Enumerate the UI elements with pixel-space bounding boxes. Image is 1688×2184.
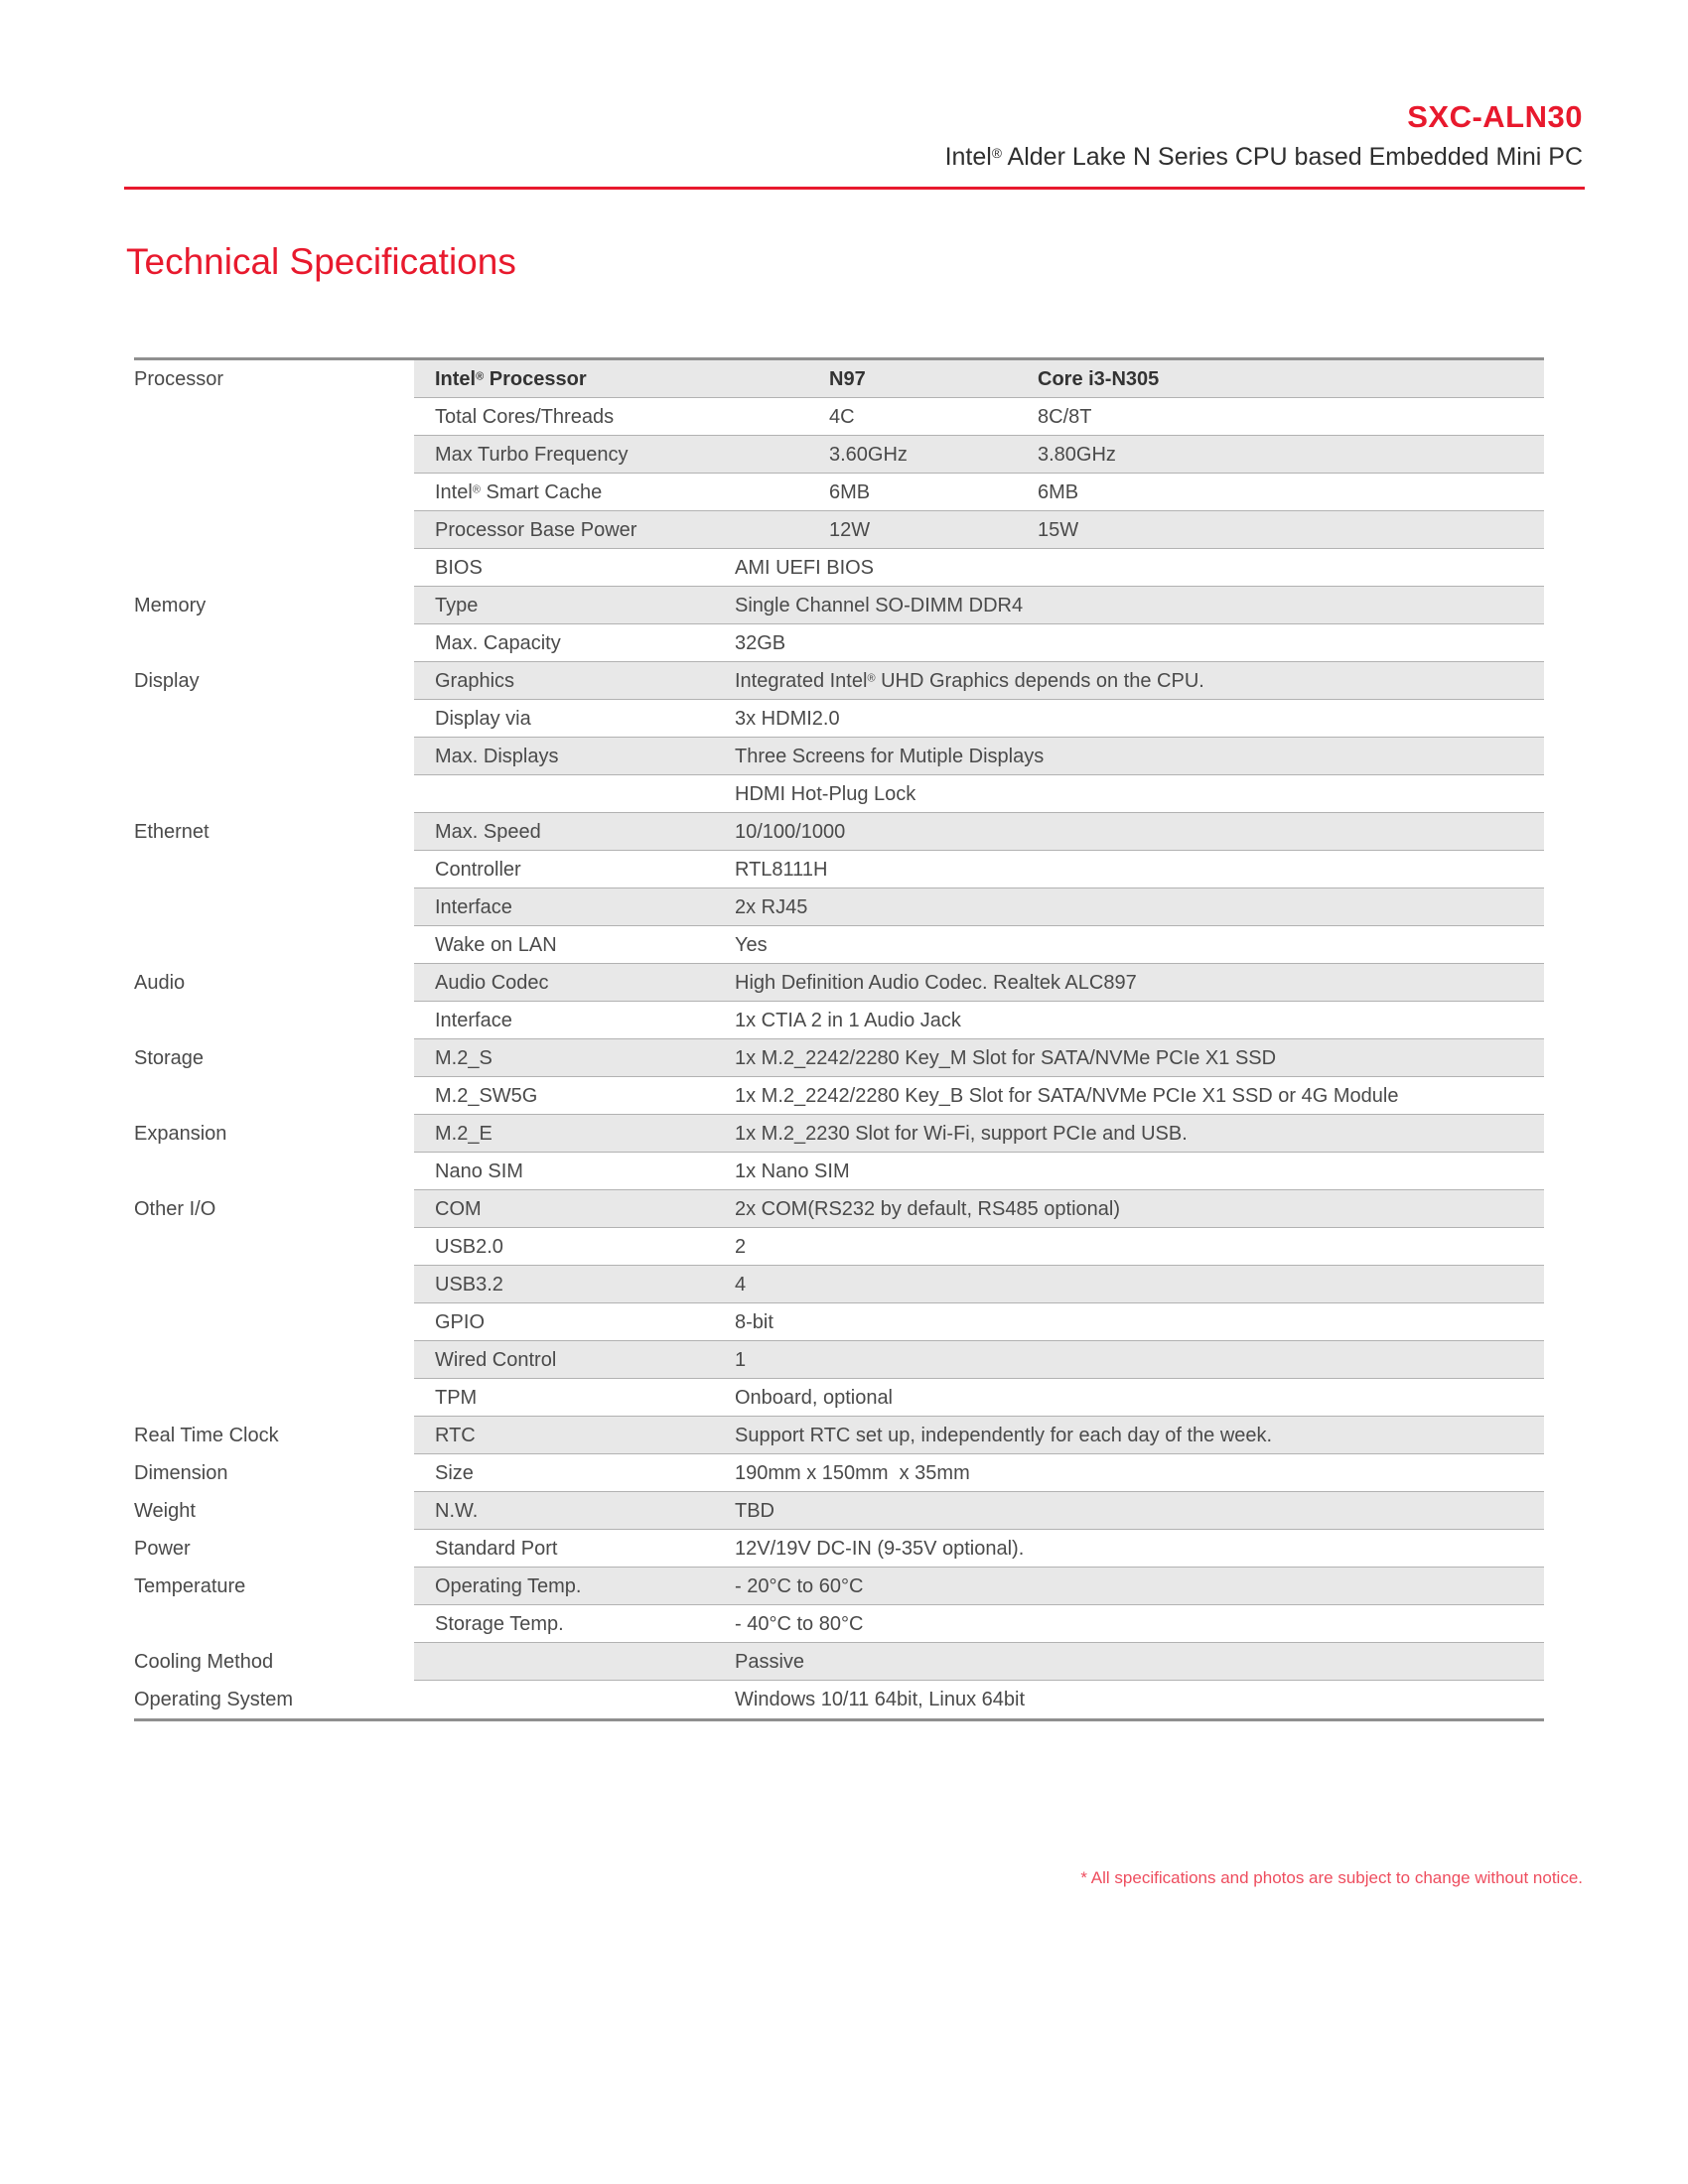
spec-name: Max. Capacity (435, 632, 561, 654)
row-category: Ethernet (134, 821, 210, 843)
row-category: Operating System (134, 1689, 294, 1710)
row-category: Temperature (134, 1575, 246, 1597)
spec-value: 32GB (735, 632, 786, 654)
spec-value: Three Screens for Mutiple Displays (735, 746, 1045, 767)
spec-name: Graphics (435, 670, 515, 692)
spec-value: - 20°C to 60°C (735, 1575, 864, 1597)
spec-value: Integrated Intel® UHD Graphics depends on the CPU. (735, 670, 1204, 692)
row-category: Power (134, 1538, 191, 1560)
spec-value-i3n305: 6MB (1038, 481, 1079, 503)
spec-value-i3n305: Core i3-N305 (1038, 368, 1160, 390)
page-title: Technical Specifications (126, 241, 516, 282)
row-category: Real Time Clock (134, 1425, 279, 1446)
spec-row (134, 360, 1544, 398)
row-shade-band (414, 888, 1544, 926)
spec-name: USB3.2 (435, 1274, 503, 1296)
registered-mark: ® (472, 483, 481, 496)
spec-value: TBD (735, 1500, 774, 1522)
spec-row (134, 398, 1544, 436)
spec-value: Onboard, optional (735, 1387, 894, 1409)
spec-row (134, 474, 1544, 511)
row-shade-band (414, 1266, 1544, 1303)
spec-row (134, 1530, 1544, 1568)
spec-row (134, 1454, 1544, 1492)
spec-row (134, 1077, 1544, 1115)
spec-row (134, 549, 1544, 587)
spec-name: Standard Port (435, 1538, 558, 1560)
spec-row (134, 1303, 1544, 1341)
spec-name: Audio Codec (435, 972, 549, 994)
spec-row (134, 775, 1544, 813)
row-shade-band (414, 700, 1544, 738)
row-category: Other I/O (134, 1198, 216, 1220)
spec-value-n97: 4C (829, 406, 855, 428)
registered-mark: ® (991, 146, 1002, 162)
spec-value: Yes (735, 934, 768, 956)
spec-name: Nano SIM (435, 1160, 523, 1182)
spec-table (134, 357, 1544, 1721)
row-category: Audio (134, 972, 186, 994)
spec-row (134, 851, 1544, 888)
spec-row (134, 1681, 1544, 1718)
row-shade-band (414, 1153, 1544, 1190)
spec-name: Wake on LAN (435, 934, 557, 956)
spec-value-n97: N97 (829, 368, 866, 390)
spec-name: BIOS (435, 557, 483, 579)
spec-value: Passive (735, 1651, 805, 1673)
spec-value: Support RTC set up, independently for each day of the week. (735, 1425, 1273, 1446)
spec-value: 190mm x 150mm x 35mm (735, 1462, 970, 1484)
row-shade-band (414, 926, 1544, 964)
spec-row (134, 511, 1544, 549)
spec-row (134, 926, 1544, 964)
row-shade-band (414, 1605, 1544, 1643)
row-category: Processor (134, 368, 224, 390)
spec-value: Windows 10/11 64bit, Linux 64bit (735, 1689, 1026, 1710)
spec-row (134, 888, 1544, 926)
spec-name: TPM (435, 1387, 478, 1409)
row-shade-band (414, 1492, 1544, 1530)
spec-value: 1 (735, 1349, 747, 1371)
spec-name: Interface (435, 1010, 512, 1031)
row-shade-band (414, 1228, 1544, 1266)
product-model: SXC-ALN30 (1407, 99, 1583, 134)
row-shade-band (414, 1568, 1544, 1605)
header-divider (124, 187, 1585, 190)
spec-row (134, 1039, 1544, 1077)
spec-name: Processor Base Power (435, 519, 637, 541)
spec-value: 8-bit (735, 1311, 774, 1333)
spec-row (134, 662, 1544, 700)
spec-name: M.2_E (435, 1123, 492, 1145)
spec-value: - 40°C to 80°C (735, 1613, 864, 1635)
spec-row (134, 624, 1544, 662)
spec-value: High Definition Audio Codec. Realtek ALC897 (735, 972, 1137, 994)
spec-row (134, 1643, 1544, 1681)
spec-value: 1x CTIA 2 in 1 Audio Jack (735, 1010, 961, 1031)
registered-mark: ® (476, 370, 485, 383)
spec-row (134, 1605, 1544, 1643)
row-category: Dimension (134, 1462, 228, 1484)
spec-value: RTL8111H (735, 859, 828, 881)
spec-row (134, 587, 1544, 624)
row-shade-band (414, 813, 1544, 851)
spec-table-body (134, 360, 1544, 1718)
spec-value-i3n305: 15W (1038, 519, 1079, 541)
spec-name: Interface (435, 896, 512, 918)
spec-name: USB2.0 (435, 1236, 503, 1258)
spec-value: 1x M.2_2242/2280 Key_B Slot for SATA/NVMe PCIe X1 SSD or 4G Module (735, 1085, 1399, 1107)
row-shade-band (414, 1002, 1544, 1039)
spec-name: Max. Displays (435, 746, 559, 767)
spec-row (134, 1153, 1544, 1190)
spec-name: Total Cores/Threads (435, 406, 615, 428)
spec-name: Display via (435, 708, 531, 730)
spec-name: Operating Temp. (435, 1575, 582, 1597)
spec-row (134, 964, 1544, 1002)
spec-name: GPIO (435, 1311, 486, 1333)
spec-value-n97: 6MB (829, 481, 871, 503)
spec-value: 2x COM(RS232 by default, RS485 optional) (735, 1198, 1120, 1220)
spec-value-n97: 3.60GHz (829, 444, 908, 466)
spec-value: 2x RJ45 (735, 896, 808, 918)
spec-row (134, 1417, 1544, 1454)
row-shade-band (414, 851, 1544, 888)
spec-value-i3n305: 3.80GHz (1038, 444, 1116, 466)
row-shade-band (414, 1303, 1544, 1341)
spec-value: Single Channel SO-DIMM DDR4 (735, 595, 1024, 616)
spec-row (134, 1002, 1544, 1039)
spec-name: COM (435, 1198, 482, 1220)
spec-value-n97: 12W (829, 519, 871, 541)
spec-row (134, 1379, 1544, 1417)
row-category: Memory (134, 595, 207, 616)
spec-name: Max Turbo Frequency (435, 444, 629, 466)
spec-row (134, 1266, 1544, 1303)
spec-name: N.W. (435, 1500, 479, 1522)
spec-value: 1x M.2_2242/2280 Key_M Slot for SATA/NVMe PCIe X1 SSD (735, 1047, 1277, 1069)
row-shade-band (414, 624, 1544, 662)
spec-row (134, 738, 1544, 775)
spec-row (134, 1568, 1544, 1605)
spec-name: Intel® Processor (435, 368, 587, 390)
spec-value: 12V/19V DC-IN (9-35V optional). (735, 1538, 1025, 1560)
product-subtitle: Intel® Alder Lake N Series CPU based Embedded Mini PC (944, 143, 1583, 171)
spec-name: M.2_S (435, 1047, 492, 1069)
spec-row (134, 700, 1544, 738)
row-shade-band (414, 1379, 1544, 1417)
spec-name: Type (435, 595, 479, 616)
spec-row (134, 1341, 1544, 1379)
spec-row (134, 436, 1544, 474)
spec-value-i3n305: 8C/8T (1038, 406, 1092, 428)
spec-name: RTC (435, 1425, 476, 1446)
spec-row (134, 1492, 1544, 1530)
spec-row (134, 1115, 1544, 1153)
spec-value: 4 (735, 1274, 747, 1296)
row-shade-band (414, 549, 1544, 587)
spec-name: Storage Temp. (435, 1613, 564, 1635)
row-shade-band (414, 1454, 1544, 1492)
row-category: Storage (134, 1047, 205, 1069)
row-shade-band (414, 1643, 1544, 1681)
row-shade-band (414, 1341, 1544, 1379)
spec-value: 2 (735, 1236, 747, 1258)
row-category: Weight (134, 1500, 196, 1522)
spec-name: Size (435, 1462, 474, 1484)
spec-row (134, 1228, 1544, 1266)
spec-value: 10/100/1000 (735, 821, 846, 843)
row-category: Display (134, 670, 200, 692)
spec-value: 3x HDMI2.0 (735, 708, 840, 730)
spec-name: Controller (435, 859, 521, 881)
spec-name: Intel® Smart Cache (435, 481, 603, 503)
footnote: * All specifications and photos are subject to change without notice. (1080, 1868, 1583, 1887)
spec-value: AMI UEFI BIOS (735, 557, 875, 579)
spec-name: M.2_SW5G (435, 1085, 538, 1107)
spec-value: 1x Nano SIM (735, 1160, 850, 1182)
row-category: Expansion (134, 1123, 227, 1145)
row-shade-band (414, 775, 1544, 813)
spec-value: HDMI Hot-Plug Lock (735, 783, 916, 805)
row-category: Cooling Method (134, 1651, 274, 1673)
registered-mark: ® (867, 672, 876, 685)
spec-value: 1x M.2_2230 Slot for Wi-Fi, support PCIe and USB. (735, 1123, 1188, 1145)
spec-name: Max. Speed (435, 821, 541, 843)
spec-name: Wired Control (435, 1349, 557, 1371)
spec-row (134, 813, 1544, 851)
spec-row (134, 1190, 1544, 1228)
